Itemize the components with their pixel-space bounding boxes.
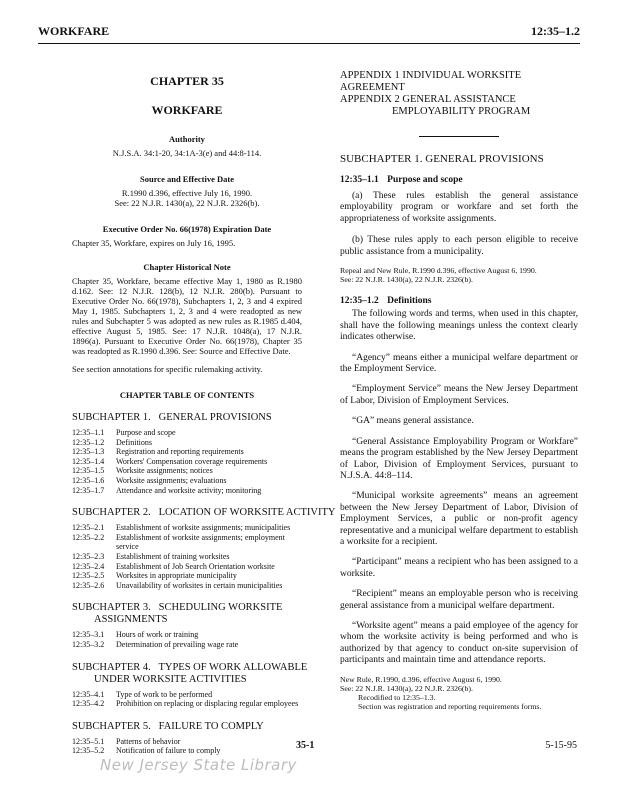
chapter-name: WORKFARE [151, 103, 223, 117]
section-1-1-b: (b) These rules apply to each person eligible to receive public assistance from a municipality. [340, 235, 578, 257]
toc-entry-number: 12:35–1.5 [72, 466, 105, 476]
section-1-2-intro: The following words and terms, when used in this chapter, shall have the following meanings unless the context clearly indicates otherwise. [340, 309, 578, 343]
toc-entry [72, 533, 302, 552]
note-line: Repeal and New Rule, R.1990 d.396, effective August 6, 1990. [340, 266, 537, 276]
toc-entry-title: Unavailability of worksites in certain municipalities [116, 580, 283, 590]
revision-date: 5-15-95 [545, 740, 577, 751]
header-title: WORKFARE [38, 24, 110, 38]
toc-entry [72, 571, 302, 581]
toc-entry [72, 746, 302, 756]
toc-entry-number: 12:35–2.4 [72, 561, 105, 571]
definition-paragraph: “Worksite agent” means a paid employee of the agency for whom the worksite activity is being performed and who is authorized by that agency to conduct on-site supervision of participants and maintain time and attendance reports. [340, 620, 578, 666]
note-line: New Rule, R.1990, d.396, effective August 6, 1990. [340, 674, 502, 684]
toc-entry-title: Establishment of Job Search Orientation worksite [116, 561, 275, 571]
note-line: See: 22 N.J.R. 1430(a), 22 N.J.R. 2326(b). [340, 275, 473, 285]
source-line-2: See: 22 N.J.R. 1430(a), 22 N.J.R. 2326(b). [114, 198, 260, 208]
toc-section-list [72, 428, 302, 495]
toc-entry-title: Worksites in appropriate municipality [116, 571, 237, 581]
toc-entry-title: Hours of work or training [116, 630, 199, 640]
toc-entry-title: Patterns of behavior [116, 736, 181, 746]
section-1-2-note [340, 675, 578, 712]
appendix-1: APPENDIX 1 INDIVIDUAL WORKSITE AGREEMENT [340, 70, 522, 93]
toc-entry-number: 12:35–1.2 [72, 437, 105, 447]
toc-section-list [72, 630, 302, 649]
toc-entry [72, 447, 302, 457]
toc-subchapter-line: SUBCHAPTER 2. LOCATION OF WORKSITE ACTIVITY [72, 507, 336, 519]
table-of-contents [72, 412, 336, 756]
definition-paragraph: “Employment Service” means the New Jersey Department of Labor, Division of Employment Services. [340, 384, 578, 406]
definition-paragraph: “GA” means general assistance. [352, 416, 474, 427]
toc-entry [72, 690, 302, 700]
section-number: 12:35–1.1 [340, 175, 379, 185]
section-number: 12:35–1.2 [340, 296, 379, 307]
toc-subchapter-heading [72, 602, 302, 626]
section-1-1-note [340, 266, 578, 284]
see-annotations: See section annotations for specific rulemaking activity. [72, 364, 263, 374]
chapter-number: CHAPTER 35 [150, 74, 224, 88]
toc-entry-number: 12:35–2.6 [72, 580, 105, 590]
library-watermark: New Jersey State Library [100, 756, 297, 774]
definition-paragraph: “Municipal worksite agreements” means an agreement between the New Jersey Department of Labor, Division of Employment Services, a public or non-profit agency representative and a municipal welfare department to establish a worksite for a recipient. [340, 491, 578, 547]
note-line: See: 22 N.J.R. 1430(a), 22 N.J.R. 2326(b). [340, 683, 473, 693]
toc-entry [72, 466, 302, 476]
running-header [38, 24, 580, 44]
toc-subchapter-heading [72, 661, 308, 686]
toc-entry-number: 12:35–5.2 [72, 746, 105, 756]
definition-paragraph: “General Assistance Employability Program or Workfare” means the program established by the New Jersey Department of Labor, Division of Employment Services, pursuant to N.J.S.A. 44:8–114. [340, 436, 578, 481]
toc-entry-title: Type of work to be performed [116, 689, 213, 699]
toc-entry [72, 523, 302, 533]
toc-entry [72, 699, 302, 709]
toc-entry [72, 476, 302, 486]
toc-entry-number: 12:35–1.7 [72, 485, 105, 495]
toc-entry [72, 640, 302, 650]
toc-entry-title: Workers' Compensation coverage requirements [116, 456, 268, 466]
section-title: Purpose and scope [387, 175, 463, 185]
toc-entry-number: 12:35–4.1 [72, 689, 105, 699]
section-1-2-heading [340, 296, 578, 306]
toc-entry [72, 737, 302, 747]
page-number: 35-1 [296, 740, 315, 751]
eo-heading: Executive Order No. 66(1978) Expiration Date [102, 224, 272, 234]
toc-subchapter-line: SUBCHAPTER 3. SCHEDULING WORKSITE [72, 602, 283, 614]
toc-entry-number: 12:35–2.5 [72, 571, 105, 581]
toc-entry [72, 630, 302, 640]
toc-entry-title: Determination of prevailing wage rate [116, 639, 239, 649]
history-text: Chapter 35, Workfare, became effective May 1, 1980 as R.1980 d.162. See: 12 N.J.R. 128(b), 12 N.J.R. 280(b). Pursuant to Executive Order No. 66(1978), Subchapters 1, 2, 3 and 4 expired May 1, 1985. Subchapters 1, 2, 3 and 4 were readopted as new rules and Subchapter 5 was adopted as new rules as R.1985 d.404, effective August 5, 1985. See: 17 N.J.R. 1048(a), 17 N.J.R. 1896(a). Pursuant to Executive Order No. 66(1978), Chapter 35 was readopted as R.1990 d.396. See: Source and Effective Date. [72, 276, 302, 356]
source-line-1: R.1990 d.396, effective July 16, 1990. [121, 188, 253, 198]
toc-subchapter-line: SUBCHAPTER 5. FAILURE TO COMPLY [72, 720, 264, 732]
toc-entry-number: 12:35–2.1 [72, 523, 105, 533]
appendix-2-line-1: APPENDIX 2 GENERAL ASSISTANCE [340, 94, 516, 105]
toc-subchapter-line: SUBCHAPTER 4. TYPES OF WORK ALLOWABLE [72, 661, 308, 673]
toc-section-list [72, 690, 302, 709]
toc-subchapter-line: SUBCHAPTER 1. GENERAL PROVISIONS [72, 412, 272, 423]
toc-section-list [72, 523, 302, 590]
authority-heading: Authority [169, 134, 205, 144]
header-section: 12:35–1.2 [531, 24, 580, 38]
toc-entry-number: 12:35–3.2 [72, 639, 105, 649]
toc-entry-title: Definitions [116, 437, 152, 447]
toc-subchapter-line: ASSIGNMENTS [94, 614, 168, 626]
subchapter-1-heading: SUBCHAPTER 1. GENERAL PROVISIONS [340, 153, 544, 165]
toc-entry-title: Worksite assignments; evaluations [116, 475, 227, 485]
toc-subchapter-line: UNDER WORKSITE ACTIVITIES [94, 673, 247, 685]
toc-entry-title: Establishment of worksite assignments; municipalities [116, 523, 291, 533]
toc-entry-title: Purpose and scope [116, 428, 176, 437]
note-line: Recodified to 12:35–1.3. [358, 693, 436, 702]
section-title: Definitions [387, 296, 432, 307]
toc-entry-title: Prohibition on replacing or displacing regular employees [116, 699, 299, 709]
definitions-list [340, 353, 578, 667]
toc-subchapter-heading [72, 507, 336, 519]
right-column [340, 70, 578, 711]
left-column [72, 70, 336, 756]
definition-paragraph: “Recipient” means an employable person who is receiving general assistance from a municipal welfare department. [340, 589, 578, 611]
toc-entry-title: Establishment of worksite assignments; employment service [116, 532, 285, 552]
toc-subchapter-heading [72, 721, 302, 733]
definition-paragraph: “Participant” means a recipient who has been assigned to a worksite. [340, 557, 578, 579]
toc-entry [72, 457, 302, 467]
appendix-2-line-2: EMPLOYABILITY PROGRAM [392, 106, 531, 117]
toc-entry-title: Attendance and worksite activity; monitoring [116, 485, 262, 495]
divider-rule [419, 136, 499, 137]
note-line: Section was registration and reporting requirements forms. [358, 702, 542, 712]
history-heading: Chapter Historical Note [143, 262, 231, 272]
authority-text: N.J.S.A. 34:1-20, 34:1A-3(e) and 44:8-114. [112, 148, 262, 158]
toc-entry [72, 562, 302, 572]
toc-title: CHAPTER TABLE OF CONTENTS [119, 390, 255, 400]
toc-entry-number: 12:35–3.1 [72, 630, 105, 640]
section-1-1-a: (a) These rules establish the general assistance employability program or workfare and set forth the appropriateness of worksite assignments. [340, 191, 578, 224]
toc-entry-title: Registration and reporting requirements [116, 447, 244, 457]
toc-entry-number: 12:35–1.4 [72, 456, 105, 466]
toc-section-list [72, 737, 302, 756]
toc-entry-number: 12:35–2.3 [72, 551, 105, 561]
toc-entry [72, 552, 302, 562]
toc-entry-title: Worksite assignments; notices [116, 466, 213, 476]
toc-entry [72, 581, 302, 591]
section-1-1-heading [340, 175, 578, 185]
toc-entry-number: 12:35–1.3 [72, 447, 105, 457]
toc-entry-title: Establishment of training worksites [116, 551, 230, 561]
toc-entry-title: Notification of failure to comply [116, 746, 221, 756]
toc-subchapter-heading [72, 412, 302, 424]
toc-entry [72, 486, 302, 496]
eo-text: Chapter 35, Workfare, expires on July 16, 1995. [72, 238, 236, 248]
toc-entry [72, 438, 302, 448]
appendix-2 [340, 94, 578, 118]
definition-paragraph: “Agency” means either a municipal welfare department or the Employment Service. [340, 352, 578, 375]
source-heading: Source and Effective Date [139, 174, 235, 184]
toc-entry [72, 428, 302, 438]
toc-entry-number: 12:35–4.2 [72, 699, 105, 709]
toc-entry-number: 12:35–1.6 [72, 475, 105, 485]
toc-entry-number: 12:35–2.2 [72, 532, 105, 542]
toc-entry-number: 12:35–5.1 [72, 736, 105, 746]
toc-entry-number: 12:35–1.1 [72, 428, 105, 437]
